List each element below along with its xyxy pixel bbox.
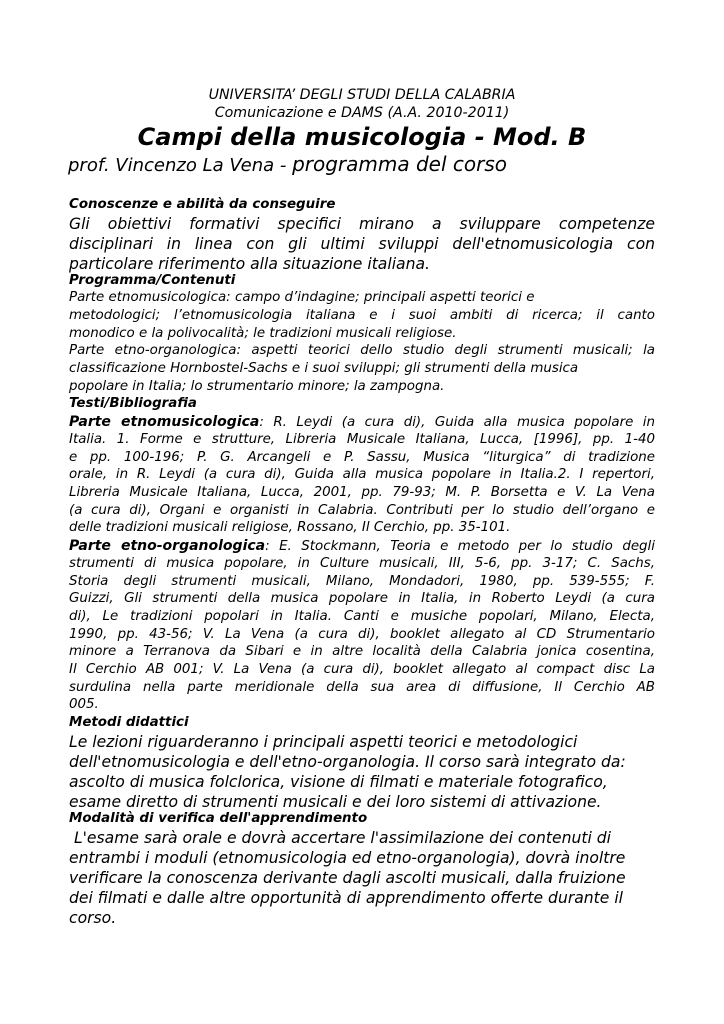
page-title: Campi della musicologia - Mod. B xyxy=(137,123,587,151)
exam-line: L'esame sarà orale e dovrà accertare l'assimilazione dei contenuti di xyxy=(69,829,611,847)
program-line: Parte etno-organologica: aspetti teorici dello studio degli strumenti musicali; la xyxy=(69,343,655,358)
exam-heading: Modalità di verifica dell'apprendimento xyxy=(69,811,368,826)
university-name: UNIVERSITA’ DEGLI STUDI DELLA CALABRIA xyxy=(208,87,516,103)
biblio-org-first-line xyxy=(69,537,655,556)
exam-line: entrambi i moduli (etnomusicologia ed etno-organologia), dovrà inoltre xyxy=(69,849,626,867)
program-line: classificazione Hornbostel-Sachs e i suoi sviluppi; gli strumenti della musica xyxy=(69,361,579,376)
biblio-etno-first-line xyxy=(69,413,655,432)
professor-name: prof. Vincenzo La Vena - xyxy=(68,155,293,176)
methods-line: Le lezioni riguarderanno i principali aspetti teorici e metodologici xyxy=(69,733,578,751)
degree-line: Comunicazione e DAMS (A.A. 2010-2011) xyxy=(214,105,510,121)
exam-line: dei filmati e dalle altre opportunità di apprendimento offerte durante il xyxy=(69,889,624,907)
exam-line: corso. xyxy=(69,909,117,927)
biblio-org-first: : E. Stockmann, Teoria e metodo per lo studio degli xyxy=(265,539,655,554)
methods-line: ascolto di musica folclorica, visione di filmati e materiale fotografico, xyxy=(69,773,608,791)
biblio-etno-line: Libreria Musicale Italiana, Lucca, 2001, pp. 79-93; M. P. Borsetta e V. La Vena xyxy=(69,485,655,500)
biblio-etno-line: e pp. 100-196; P. G. Arcangeli e P. Sassu, Musica “liturgica” di tradizione xyxy=(69,450,655,465)
exam-line: verificare la conoscenza derivante dagli ascolti musicali, dalla fruizione xyxy=(69,869,626,887)
biblio-org-label: Parte etno-organologica xyxy=(69,538,266,554)
program-line: popolare in Italia; lo strumentario minore; la zampogna. xyxy=(69,379,445,394)
biblio-org-line: strumenti di musica popolare, in Culture musicali, III, 5-6, pp. 3-17; C. Sachs, xyxy=(69,556,655,571)
program-heading: Programma/Contenuti xyxy=(69,273,236,288)
goals-line: disciplinari in linea con gli ultimi sviluppi dell'etnomusicologia con xyxy=(69,235,655,253)
biblio-heading: Testi/Bibliografia xyxy=(69,396,197,411)
biblio-etno-line: orale, in R. Leydi (a cura di), Guida alla musica popolare in Italia.2. I repertori, xyxy=(69,467,655,482)
biblio-org-line: Il Cerchio AB 001; V. La Vena (a cura di), booklet allegato al compact disc La xyxy=(69,662,655,677)
biblio-org-line: Guizzi, Gli strumenti della musica popolare in Italia, in Roberto Leydi (a cura xyxy=(69,591,655,606)
methods-line: esame diretto di strumenti musicali e dei loro sistemi di attivazione. xyxy=(69,793,602,811)
biblio-org-line: 1990, pp. 43-56; V. La Vena (a cura di), booklet allegato al CD Strumentario xyxy=(69,627,655,642)
program-line: monodico e la polivocalità; le tradizioni musicali religiose. xyxy=(69,326,457,341)
biblio-etno-label: Parte etnomusicologica xyxy=(69,414,260,430)
biblio-org-line: surdulina nella parte meridionale della sua area di diffusione, Il Cerchio AB xyxy=(69,680,655,695)
methods-heading: Metodi didattici xyxy=(69,715,189,730)
program-line: metodologici; l’etnomusicologia italiana e i suoi ambiti di ricerca; il canto xyxy=(69,308,655,323)
biblio-org-line: minore a Terranova da Sibari e in altre località della Calabria jonica cosentina, xyxy=(69,644,655,659)
program-line: Parte etnomusicologica: campo d’indagine; principali aspetti teorici e xyxy=(69,290,535,305)
biblio-etno-line: (a cura di), Organi e organisti in Calabria. Contributi per lo studio dell’organo e xyxy=(69,503,655,518)
program-label: programma del corso xyxy=(292,152,508,176)
biblio-etno-line: delle tradizioni musicali religiose, Rossano, Il Cerchio, pp. 35-101. xyxy=(69,520,511,535)
goals-heading: Conoscenze e abilità da conseguire xyxy=(69,197,336,212)
biblio-etno-first: : R. Leydi (a cura di), Guida alla musica popolare in xyxy=(259,415,656,430)
biblio-org-line: di), Le tradizioni popolari in Italia. Canti e musiche popolari, Milano, Electa, xyxy=(69,609,655,624)
biblio-org-line: 005. xyxy=(69,697,99,712)
biblio-etno-line: Italia. 1. Forme e strutture, Libreria Musicale Italiana, Lucca, [1996], pp. 1-40 xyxy=(69,432,655,447)
goals-line: particolare riferimento alla situazione italiana. xyxy=(69,255,430,273)
biblio-org-line: Storia degli strumenti musicali, Milano, Mondadori, 1980, pp. 539-555; F. xyxy=(69,574,655,589)
methods-line: dell'etnomusicologia e dell'etno-organologia. Il corso sarà integrato da: xyxy=(69,753,626,771)
goals-line: Gli obiettivi formativi specifici mirano a sviluppare competenze xyxy=(69,215,655,233)
subtitle xyxy=(68,152,507,178)
